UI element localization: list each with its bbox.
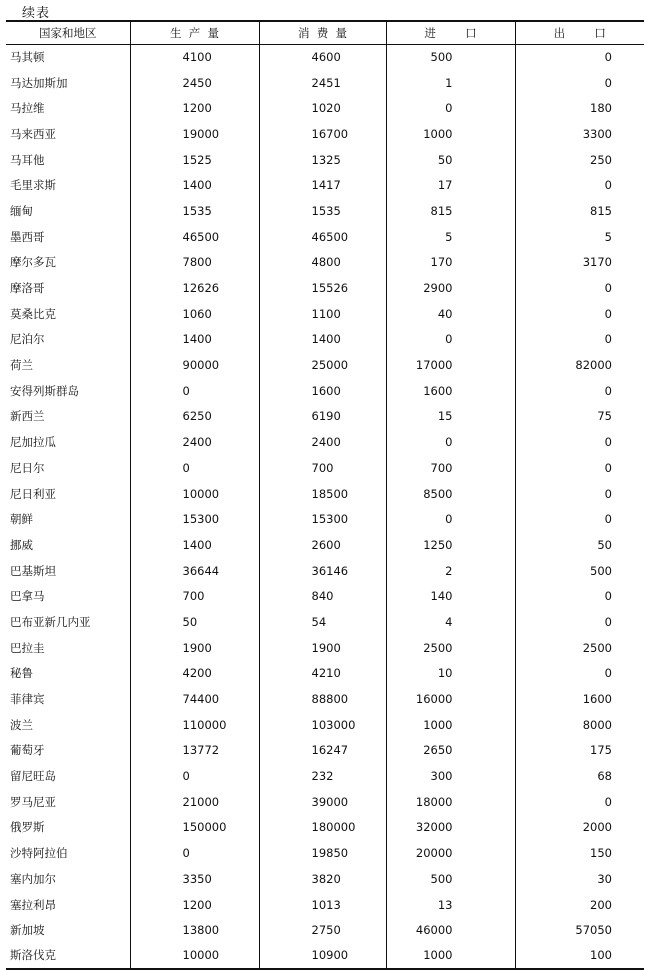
import-cell: 18000 [386,789,515,815]
import-cell: 4 [386,609,515,635]
export-cell: 0 [515,275,644,301]
region-cell: 挪威 [10,537,33,552]
consumption-cell: 10900 [259,943,386,969]
consumption-cell: 19850 [259,840,386,866]
consumption-cell: 1100 [259,301,386,327]
production-cell: 1200 [130,95,259,121]
import-cell: 13 [386,892,515,918]
column-header-import: 进 口 [386,21,515,44]
import-cell: 10 [386,661,515,687]
consumption-cell: 4600 [259,44,386,70]
export-cell: 0 [515,661,644,687]
region-cell: 新西兰 [10,409,45,424]
region-cell: 摩尔多瓦 [10,255,56,270]
table-row [6,738,644,764]
production-cell: 46500 [130,224,259,250]
consumption-cell: 54 [259,609,386,635]
import-cell: 2900 [386,275,515,301]
region-cell: 罗马尼亚 [10,794,56,809]
table-row [6,378,644,404]
export-cell: 175 [515,738,644,764]
consumption-cell: 15526 [259,275,386,301]
region-cell: 马拉维 [10,101,45,116]
export-cell: 0 [515,70,644,96]
production-cell: 10000 [130,481,259,507]
region-cell: 塞拉利昂 [10,897,56,912]
export-cell: 1600 [515,686,644,712]
export-cell: 0 [515,172,644,198]
region-cell: 俄罗斯 [10,820,45,835]
import-cell: 0 [386,95,515,121]
export-cell: 0 [515,583,644,609]
consumption-cell: 180000 [259,815,386,841]
consumption-cell: 1900 [259,635,386,661]
region-cell: 尼日利亚 [10,486,56,501]
region-cell: 摩洛哥 [10,281,45,296]
consumption-cell: 2451 [259,70,386,96]
import-cell: 17000 [386,352,515,378]
production-cell: 1535 [130,198,259,224]
consumption-cell: 88800 [259,686,386,712]
import-cell: 16000 [386,686,515,712]
production-cell: 21000 [130,789,259,815]
export-cell: 0 [515,429,644,455]
production-cell: 150000 [130,815,259,841]
region-cell: 马来西亚 [10,126,56,141]
consumption-cell: 2400 [259,429,386,455]
import-cell: 500 [386,44,515,70]
export-cell: 815 [515,198,644,224]
consumption-cell: 25000 [259,352,386,378]
export-cell: 2000 [515,815,644,841]
export-cell: 0 [515,506,644,532]
region-cell: 秘鲁 [10,666,33,681]
production-cell: 0 [130,378,259,404]
import-cell: 300 [386,763,515,789]
export-cell: 500 [515,558,644,584]
region-cell: 墨西哥 [10,229,45,244]
production-cell: 90000 [130,352,259,378]
export-cell: 75 [515,404,644,430]
region-cell: 马达加斯加 [10,75,68,90]
consumption-cell: 1020 [259,95,386,121]
consumption-cell: 1417 [259,172,386,198]
region-cell: 莫桑比克 [10,306,56,321]
export-cell: 250 [515,147,644,173]
region-cell: 巴拉圭 [10,640,45,655]
export-cell: 3300 [515,121,644,147]
consumption-cell: 36146 [259,558,386,584]
table-row [6,917,644,943]
production-cell: 2450 [130,70,259,96]
production-cell: 13772 [130,738,259,764]
export-cell: 0 [515,301,644,327]
table-row [6,506,644,532]
table-row [6,121,644,147]
table-row [6,943,644,969]
import-cell: 2650 [386,738,515,764]
table-row [6,44,644,70]
export-cell: 5 [515,224,644,250]
production-cell: 6250 [130,404,259,430]
consumption-cell: 1325 [259,147,386,173]
production-cell: 3350 [130,866,259,892]
import-cell: 170 [386,250,515,276]
production-cell: 2400 [130,429,259,455]
table-row [6,198,644,224]
production-cell: 0 [130,763,259,789]
table-row [6,635,644,661]
region-cell: 毛里求斯 [10,178,56,193]
export-cell: 30 [515,866,644,892]
production-cell: 7800 [130,250,259,276]
column-header-consumption: 消 费 量 [259,21,386,44]
import-cell: 15 [386,404,515,430]
region-cell: 葡萄牙 [10,743,45,758]
export-cell: 8000 [515,712,644,738]
export-cell: 50 [515,532,644,558]
table-row [6,583,644,609]
table-row [6,815,644,841]
column-header-export: 出 口 [515,21,644,44]
consumption-cell: 1013 [259,892,386,918]
table-row [6,712,644,738]
region-cell: 朝鲜 [10,512,33,527]
production-cell: 50 [130,609,259,635]
import-cell: 50 [386,147,515,173]
region-cell: 马其顿 [10,50,45,65]
production-cell: 1400 [130,327,259,353]
consumption-cell: 3820 [259,866,386,892]
production-cell: 700 [130,583,259,609]
import-cell: 140 [386,583,515,609]
consumption-cell: 16247 [259,738,386,764]
production-cell: 0 [130,840,259,866]
statistics-table [6,20,644,970]
import-cell: 2 [386,558,515,584]
production-cell: 4200 [130,661,259,687]
import-cell: 815 [386,198,515,224]
consumption-cell: 1535 [259,198,386,224]
consumption-cell: 4800 [259,250,386,276]
import-cell: 20000 [386,840,515,866]
consumption-cell: 39000 [259,789,386,815]
import-cell: 1 [386,70,515,96]
import-cell: 0 [386,429,515,455]
production-cell: 36644 [130,558,259,584]
region-cell: 巴布亚新几内亚 [10,614,91,629]
table-row [6,532,644,558]
consumption-cell: 2750 [259,917,386,943]
region-cell: 新加坡 [10,923,45,938]
production-cell: 1400 [130,172,259,198]
import-cell: 1000 [386,121,515,147]
column-header-region: 国家和地区 [6,21,130,44]
export-cell: 0 [515,44,644,70]
table-row [6,250,644,276]
region-cell: 波兰 [10,717,33,732]
import-cell: 17 [386,172,515,198]
export-cell: 0 [515,327,644,353]
region-cell: 马耳他 [10,152,45,167]
consumption-cell: 232 [259,763,386,789]
consumption-cell: 15300 [259,506,386,532]
export-cell: 200 [515,892,644,918]
region-cell: 尼加拉瓜 [10,435,56,450]
consumption-cell: 46500 [259,224,386,250]
production-cell: 15300 [130,506,259,532]
import-cell: 1250 [386,532,515,558]
import-cell: 32000 [386,815,515,841]
import-cell: 46000 [386,917,515,943]
region-cell: 荷兰 [10,358,33,373]
region-cell: 安得列斯群岛 [10,383,79,398]
table-row [6,558,644,584]
production-cell: 13800 [130,917,259,943]
import-cell: 0 [386,506,515,532]
production-cell: 110000 [130,712,259,738]
table-row [6,404,644,430]
import-cell: 700 [386,455,515,481]
region-cell: 巴基斯坦 [10,563,56,578]
column-header-production: 生 产 量 [130,21,259,44]
export-cell: 0 [515,378,644,404]
table-row [6,481,644,507]
import-cell: 8500 [386,481,515,507]
production-cell: 1900 [130,635,259,661]
consumption-cell: 2600 [259,532,386,558]
import-cell: 1600 [386,378,515,404]
table-row [6,789,644,815]
export-cell: 57050 [515,917,644,943]
consumption-cell: 16700 [259,121,386,147]
export-cell: 82000 [515,352,644,378]
table-caption: 续表 [22,6,51,21]
table-row [6,327,644,353]
production-cell: 12626 [130,275,259,301]
export-cell: 68 [515,763,644,789]
consumption-cell: 18500 [259,481,386,507]
table-row [6,429,644,455]
consumption-cell: 1600 [259,378,386,404]
table-row [6,686,644,712]
table-row [6,763,644,789]
consumption-cell: 700 [259,455,386,481]
table-header-row [6,21,644,44]
table-row [6,866,644,892]
import-cell: 2500 [386,635,515,661]
table-row [6,455,644,481]
region-cell: 斯洛伐克 [6,943,130,969]
table-row [6,70,644,96]
export-cell: 150 [515,840,644,866]
production-cell: 74400 [130,686,259,712]
table-row [6,352,644,378]
region-cell: 尼日尔 [10,460,45,475]
region-cell: 尼泊尔 [10,332,45,347]
export-cell: 180 [515,95,644,121]
import-cell: 5 [386,224,515,250]
table-row [6,172,644,198]
production-cell: 1200 [130,892,259,918]
table-row [6,301,644,327]
region-cell: 菲律宾 [10,692,45,707]
table-row [6,275,644,301]
production-cell: 0 [130,455,259,481]
region-cell: 塞内加尔 [10,871,56,886]
production-cell: 10000 [130,943,259,969]
import-cell: 0 [386,327,515,353]
table-row [6,840,644,866]
table-row [6,892,644,918]
region-cell: 缅甸 [10,203,33,218]
production-cell: 1400 [130,532,259,558]
table-row [6,224,644,250]
export-cell: 0 [515,609,644,635]
consumption-cell: 6190 [259,404,386,430]
export-cell: 3170 [515,250,644,276]
table-row [6,95,644,121]
import-cell: 1000 [386,943,515,969]
region-cell: 留尼旺岛 [10,769,56,784]
export-cell: 0 [515,455,644,481]
table-row [6,147,644,173]
region-cell: 巴拿马 [10,589,45,604]
consumption-cell: 1400 [259,327,386,353]
export-cell: 2500 [515,635,644,661]
consumption-cell: 103000 [259,712,386,738]
consumption-cell: 4210 [259,661,386,687]
table-row [6,609,644,635]
import-cell: 500 [386,866,515,892]
export-cell: 0 [515,481,644,507]
import-cell: 40 [386,301,515,327]
consumption-cell: 840 [259,583,386,609]
table-body [6,44,644,969]
production-cell: 19000 [130,121,259,147]
region-cell: 沙特阿拉伯 [10,846,68,861]
export-cell: 100 [515,943,644,969]
production-cell: 1525 [130,147,259,173]
export-cell: 0 [515,789,644,815]
import-cell: 1000 [386,712,515,738]
table-row [6,661,644,687]
production-cell: 1060 [130,301,259,327]
production-cell: 4100 [130,44,259,70]
